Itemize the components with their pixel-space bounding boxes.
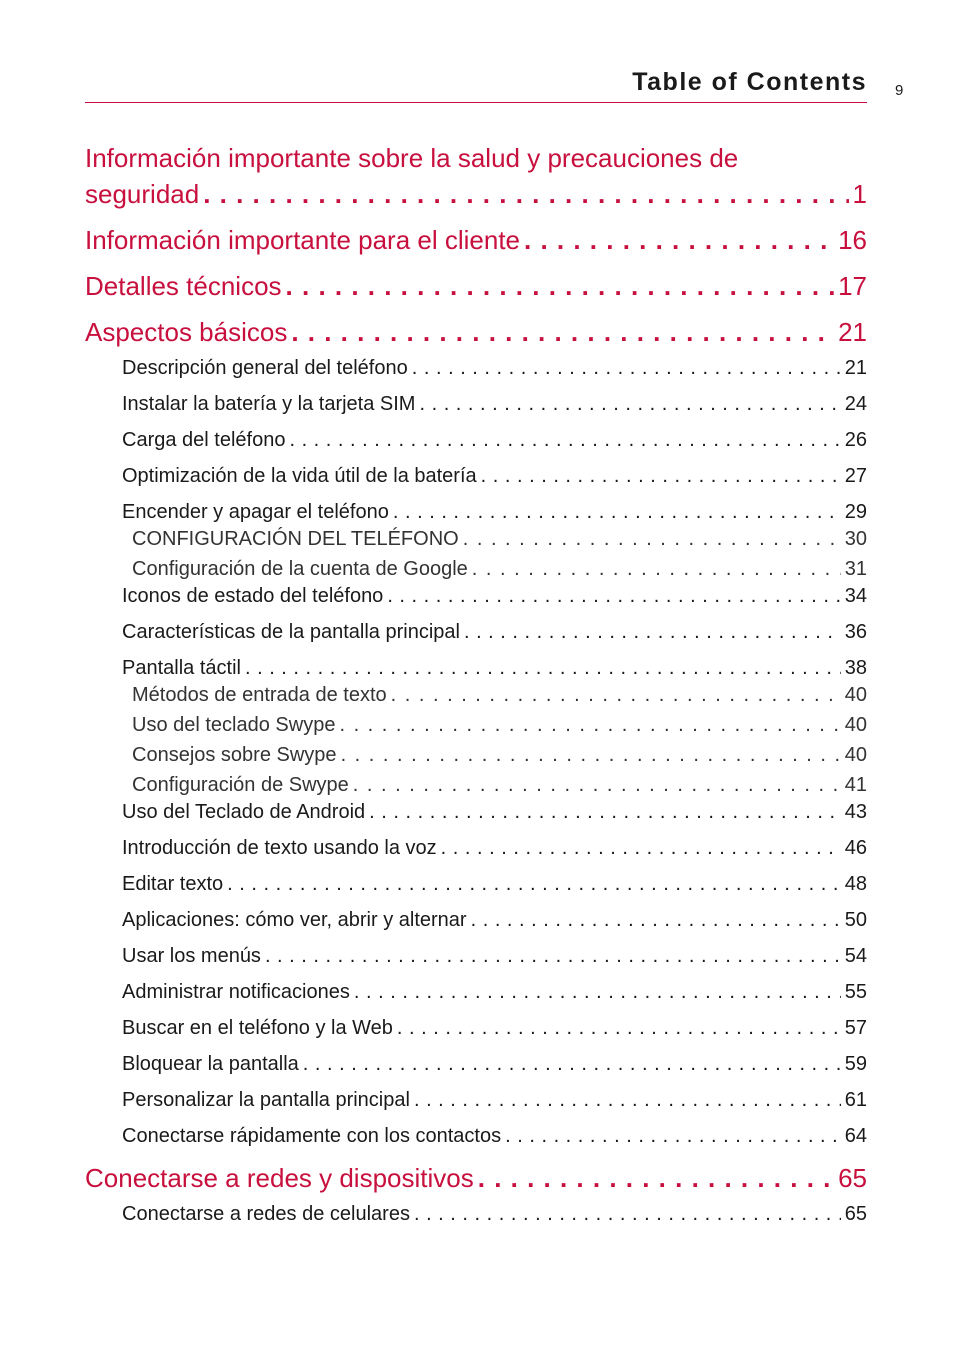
toc-item-page: 65	[844, 1203, 867, 1225]
toc-section-health-safety[interactable]	[85, 140, 867, 212]
toc-subitem-page: 40	[844, 714, 867, 736]
dot-leader	[265, 938, 841, 974]
dot-leader	[478, 1160, 834, 1196]
dot-leader	[341, 740, 841, 770]
toc-item-label: Características de la pantalla principal	[122, 621, 460, 643]
toc-section-label-line2: seguridad	[85, 179, 200, 209]
toc-item-label: Optimización de la vida útil de la batería	[122, 465, 477, 487]
dot-leader	[524, 222, 834, 258]
toc-item-label: Personalizar la pantalla principal	[122, 1089, 410, 1111]
toc-subitem-page: 40	[844, 744, 867, 766]
toc-item-page: 55	[844, 981, 867, 1003]
toc-item-page: 38	[844, 657, 867, 679]
toc-item-page: 34	[844, 585, 867, 607]
toc-item[interactable]	[85, 614, 867, 650]
toc-item-page: 57	[844, 1017, 867, 1039]
toc-item-page: 54	[844, 945, 867, 967]
toc-item-label: Instalar la batería y la tarjeta SIM	[122, 393, 416, 415]
toc-item[interactable]	[85, 458, 867, 494]
toc-page-number: 16	[838, 225, 867, 255]
dot-leader	[227, 866, 841, 902]
toc-item-page: 27	[844, 465, 867, 487]
toc-section-label: Conectarse a redes y dispositivos	[85, 1163, 474, 1193]
toc-item-page: 46	[844, 837, 867, 859]
toc-item-page: 64	[844, 1125, 867, 1147]
toc-item[interactable]	[85, 1082, 867, 1118]
dot-leader	[303, 1046, 841, 1082]
toc-item-label: Conectarse rápidamente con los contactos	[122, 1125, 502, 1147]
page-header	[85, 64, 867, 103]
toc-section-basics[interactable]	[85, 314, 867, 350]
toc-subitem[interactable]	[85, 524, 867, 554]
toc-item-page: 50	[844, 909, 867, 931]
dot-leader	[505, 1118, 841, 1154]
toc-item-page: 29	[844, 501, 867, 523]
toc-item-page: 26	[844, 429, 867, 451]
toc-section-label: Aspectos básicos	[85, 317, 288, 347]
toc-item[interactable]	[85, 350, 867, 386]
dot-leader	[339, 710, 840, 740]
toc-section-label: Información importante para el cliente	[85, 225, 521, 255]
dot-leader	[397, 1010, 841, 1046]
toc-page-number: 21	[838, 317, 867, 347]
toc-item-page: 61	[844, 1089, 867, 1111]
toc-subitem-label: Métodos de entrada de texto	[132, 684, 387, 706]
toc-item[interactable]	[85, 578, 867, 614]
toc-subitem-label: CONFIGURACIÓN DEL TELÉFONO	[132, 528, 459, 550]
toc-item[interactable]	[85, 422, 867, 458]
toc-item[interactable]	[85, 902, 867, 938]
toc-item-page: 24	[844, 393, 867, 415]
toc-item-page: 43	[844, 801, 867, 823]
toc-item-page: 59	[844, 1053, 867, 1075]
toc-subitem-page: 41	[844, 774, 867, 796]
dot-leader	[471, 902, 841, 938]
dot-leader	[286, 268, 835, 304]
toc-item-label: Bloquear la pantalla	[122, 1053, 299, 1075]
dot-leader	[412, 350, 841, 386]
dot-leader	[291, 314, 834, 350]
toc-item-label: Carga del teléfono	[122, 429, 286, 451]
toc-item[interactable]	[85, 974, 867, 1010]
toc-item-page: 48	[844, 873, 867, 895]
toc-item[interactable]	[85, 1118, 867, 1154]
page-number: 9	[895, 82, 904, 99]
toc-item-label: Buscar en el teléfono y la Web	[122, 1017, 393, 1039]
toc-subitem-label: Uso del teclado Swype	[132, 714, 336, 736]
toc-item-label: Uso del Teclado de Android	[122, 801, 366, 823]
dot-leader	[464, 614, 841, 650]
toc-section-technical-details[interactable]	[85, 268, 867, 304]
toc-section-client-info[interactable]	[85, 222, 867, 258]
toc-section-networks[interactable]	[85, 1160, 867, 1196]
toc-page-number: 65	[838, 1163, 867, 1193]
toc-item[interactable]	[85, 830, 867, 866]
dot-leader	[441, 830, 841, 866]
toc-item-label: Editar texto	[122, 873, 224, 895]
toc-item[interactable]	[85, 938, 867, 974]
dot-leader	[414, 1196, 841, 1232]
dot-leader	[203, 176, 848, 212]
toc-subitem[interactable]	[85, 680, 867, 710]
toc-subitem-label: Configuración de la cuenta de Google	[132, 558, 468, 580]
toc-section-label-line1: Información importante sobre la salud y precauciones de	[85, 143, 739, 173]
toc-subitem[interactable]	[85, 740, 867, 770]
toc-item[interactable]	[85, 386, 867, 422]
dot-leader	[391, 680, 841, 710]
dot-leader	[369, 794, 841, 830]
toc-item[interactable]	[85, 1010, 867, 1046]
toc-item-label: Usar los menús	[122, 945, 261, 967]
toc-subitem-page: 30	[844, 528, 867, 550]
toc-item-label: Pantalla táctil	[122, 657, 241, 679]
toc-item-label: Encender y apagar el teléfono	[122, 501, 389, 523]
toc-item-label: Aplicaciones: cómo ver, abrir y alternar	[122, 909, 467, 931]
toc-item[interactable]	[85, 1046, 867, 1082]
dot-leader	[354, 974, 841, 1010]
toc-item-label: Descripción general del teléfono	[122, 357, 408, 379]
toc-item-label: Introducción de texto usando la voz	[122, 837, 437, 859]
table-of-contents	[85, 140, 867, 1232]
dot-leader	[289, 422, 840, 458]
toc-section-label: Detalles técnicos	[85, 271, 282, 301]
toc-item-page: 21	[844, 357, 867, 379]
dot-leader	[419, 386, 840, 422]
toc-item-page: 36	[844, 621, 867, 643]
toc-subitem-page: 40	[844, 684, 867, 706]
dot-leader	[463, 524, 841, 554]
toc-item[interactable]	[85, 866, 867, 902]
dot-leader	[481, 458, 841, 494]
header-title: Table of Contents	[632, 68, 867, 96]
toc-page-number: 17	[838, 271, 867, 301]
toc-item[interactable]	[85, 794, 867, 830]
toc-subitem-page: 31	[844, 558, 867, 580]
toc-item-label: Conectarse a redes de celulares	[122, 1203, 410, 1225]
toc-subitem[interactable]	[85, 710, 867, 740]
dot-leader	[387, 578, 840, 614]
toc-item[interactable]	[85, 1196, 867, 1232]
dot-leader	[414, 1082, 841, 1118]
toc-item-label: Administrar notificaciones	[122, 981, 350, 1003]
toc-page-number: 1	[852, 179, 867, 209]
toc-subitem-label: Configuración de Swype	[132, 774, 349, 796]
toc-item-label: Iconos de estado del teléfono	[122, 585, 384, 607]
toc-subitem-label: Consejos sobre Swype	[132, 744, 337, 766]
